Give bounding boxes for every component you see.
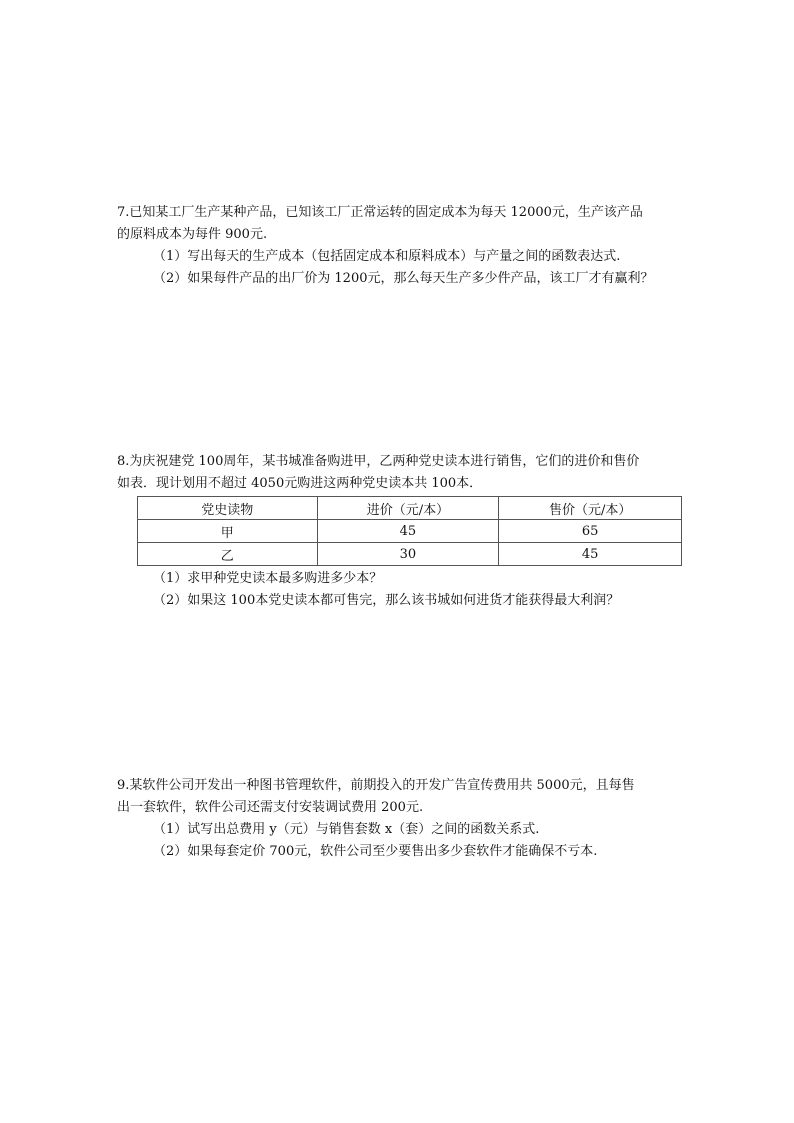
table-cell: 65 [499,520,682,543]
table-cell: 45 [499,543,682,566]
problem-9 [117,775,682,863]
problem-9-stem-line-2: 出一套软件，软件公司还需支付安装调试费用 200元. [117,800,424,815]
table-row [138,520,682,543]
problem-8 [117,451,682,612]
problem-9-question-2: （2）如果每套定价 700元，软件公司至少要售出多少套软件才能确保不亏本. [153,844,598,859]
problem-7-question-2: （2）如果每件产品的出厂价为 1200元，那么每天生产多少件产品，该工厂才有赢利？ [153,271,654,286]
table-header-cell: 售价（元/本） [499,497,682,520]
problem-7-stem-line-2: 的原料成本为每件 900元. [117,227,268,242]
table-cell: 45 [317,520,499,543]
table-cell: 30 [317,543,499,566]
table-cell: 甲 [138,520,318,543]
problem-7 [117,202,682,290]
table-header-cell: 进价（元/本） [317,497,499,520]
problem-8-question-1: （1）求甲种党史读本最多购进多少本？ [153,571,383,586]
table-header-cell: 党史读物 [138,497,318,520]
problem-9-question-1: （1）试写出总费用 y（元）与销售套数 x（套）之间的函数关系式. [153,822,540,837]
table-row [138,543,682,566]
price-table [137,496,682,566]
problem-8-stem-line-2: 如表．现计划用不超过 4050元购进这两种党史读本共 100本． [117,476,483,491]
table-cell: 乙 [138,543,318,566]
problem-8-stem-line-1: 8.为庆祝建党 100周年，某书城准备购进甲，乙两种党史读本进行销售，它们的进价和售价 [117,454,640,469]
problem-8-question-2: （2）如果这 100本党史读本都可售完，那么该书城如何进货才能获得最大利润？ [153,593,620,608]
problem-7-question-1: （1）写出每天的生产成本（包括固定成本和原料成本）与产量之间的函数表达式. [153,249,621,264]
table-header-row [138,497,682,520]
problem-7-stem-line-1: 7.已知某工厂生产某种产品，已知该工厂正常运转的固定成本为每天 12000元，生产该产品 [117,205,643,220]
problem-9-stem-line-1: 9.某软件公司开发出一种图书管理软件，前期投入的开发广告宣传费用共 5000元，且每售 [117,778,635,793]
